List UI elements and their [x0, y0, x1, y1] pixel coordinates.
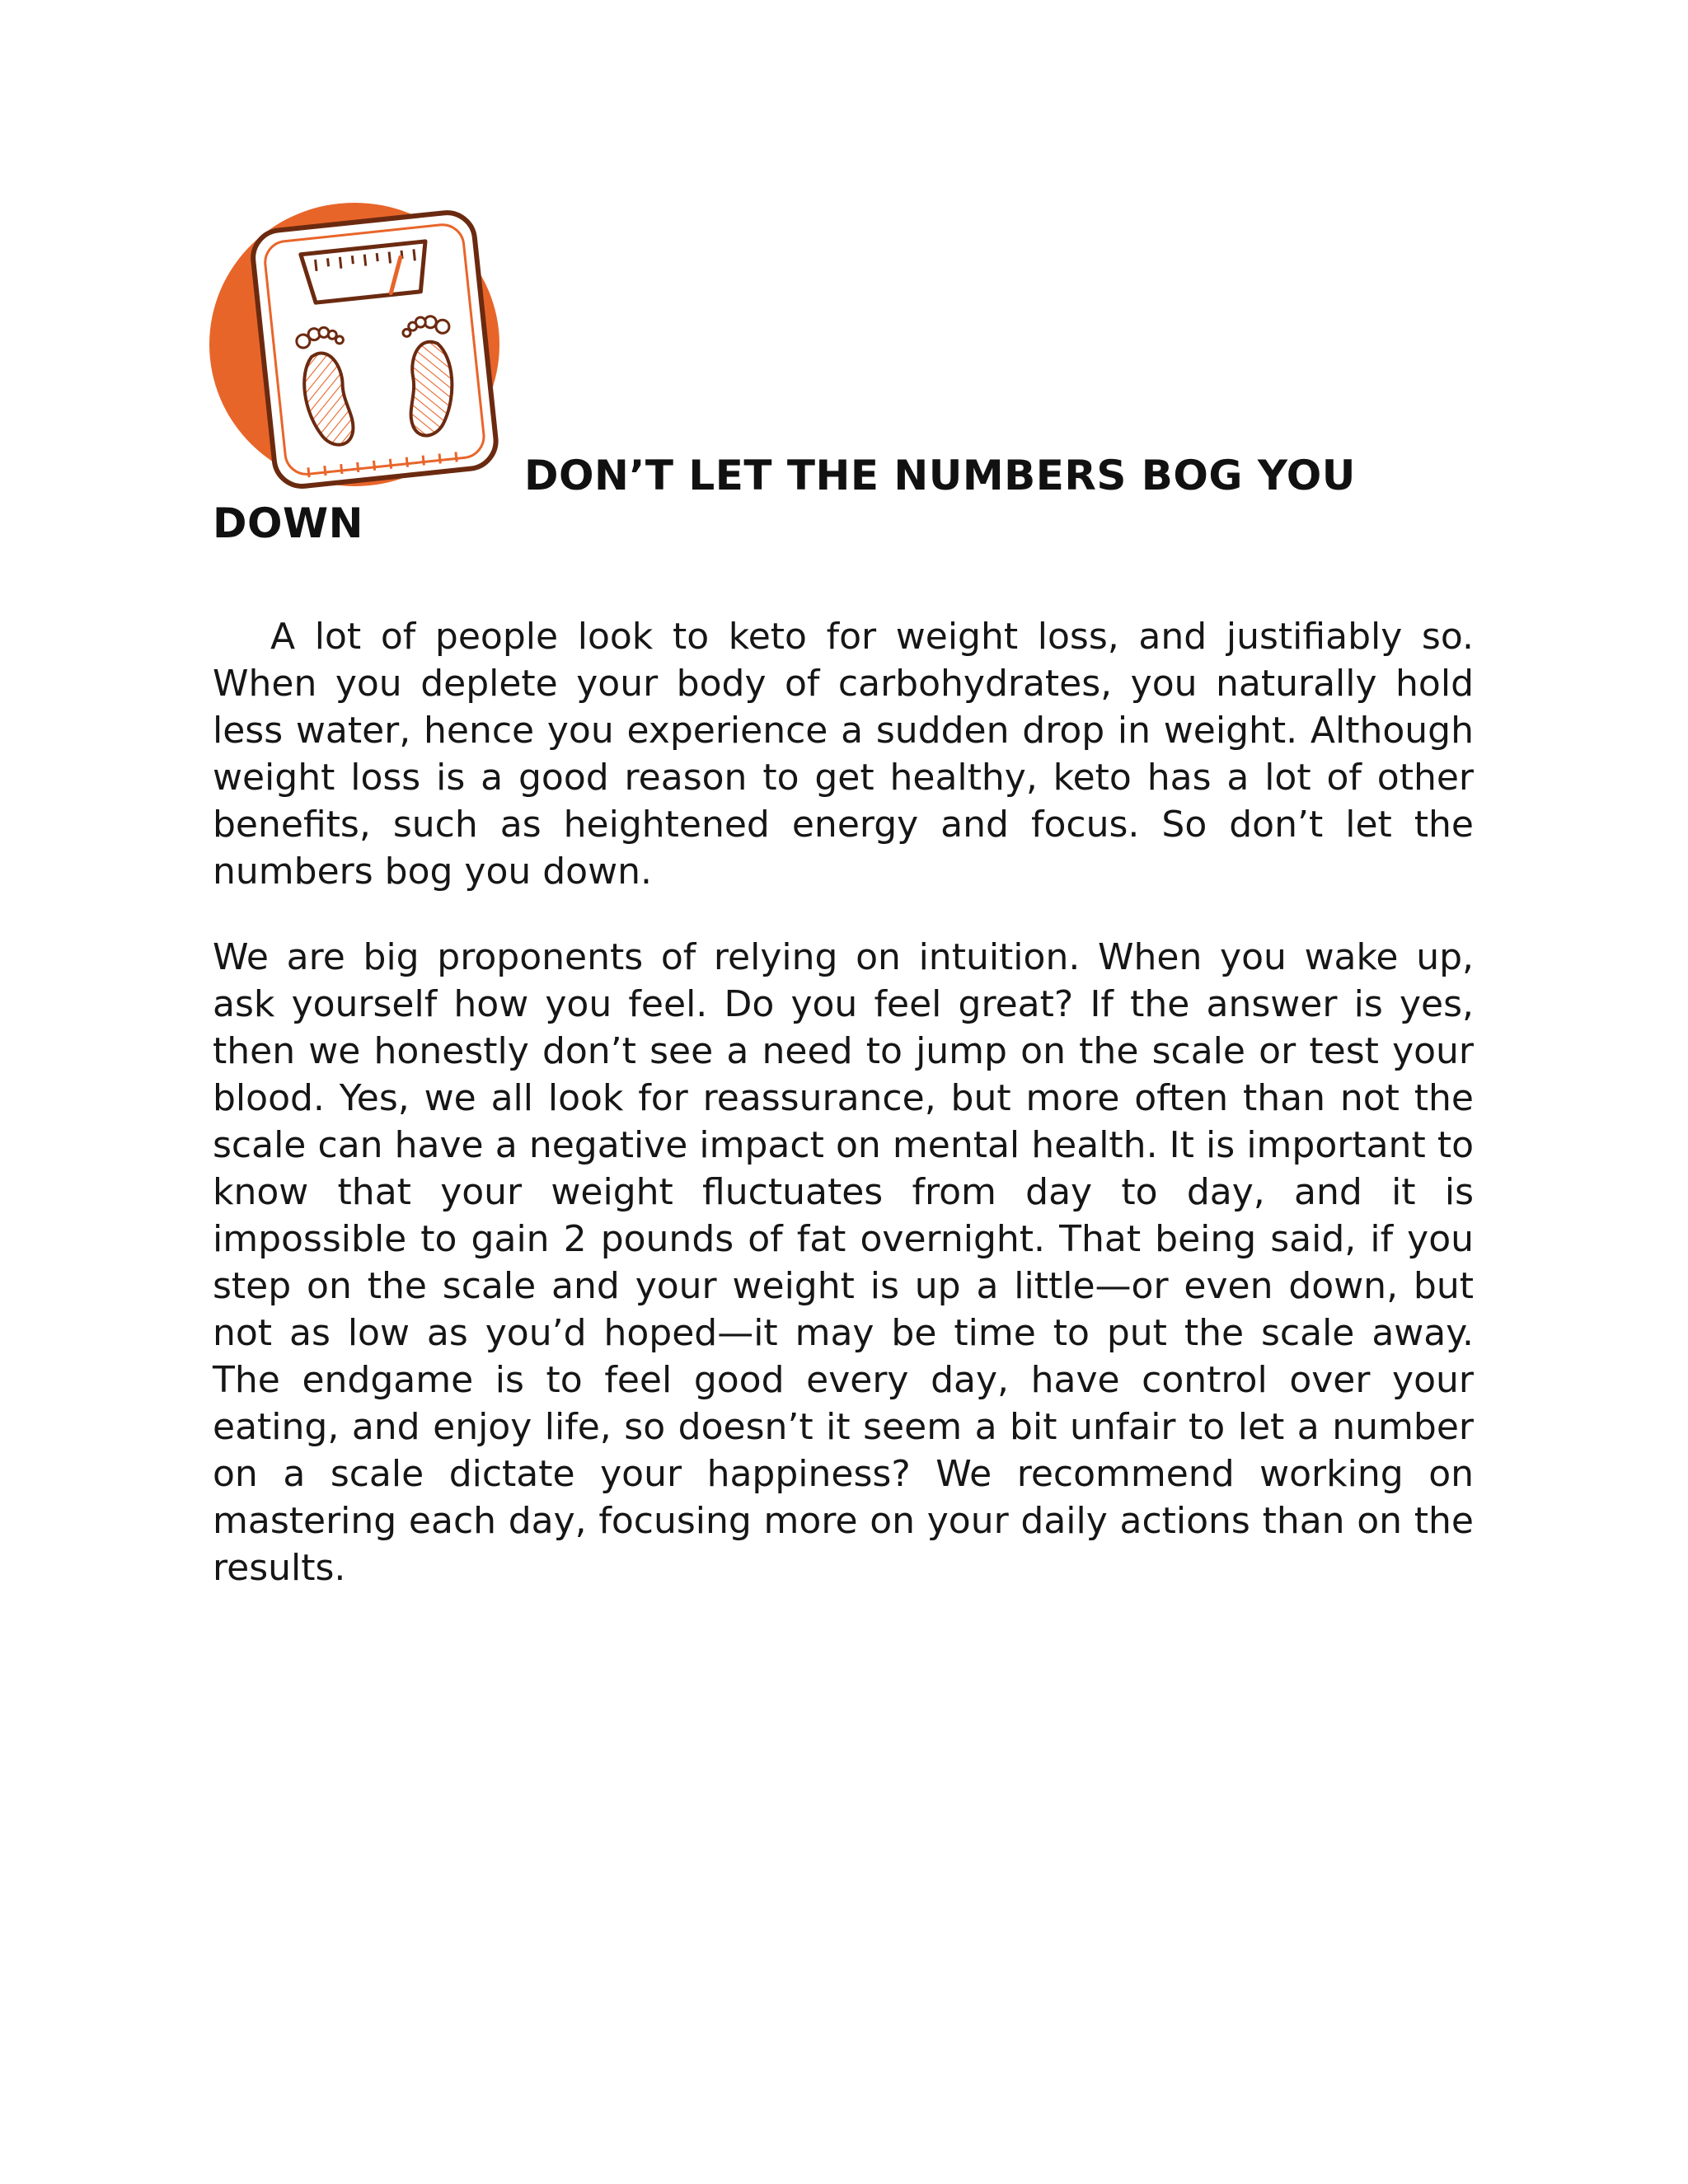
page-title — [213, 452, 1482, 547]
page-title-text: DON’T LET THE NUMBERS BOG YOU DOWN — [213, 452, 1356, 547]
paragraph-intuition: We are big proponents of relying on intuition. When you wake up, ask yourself how you feel. Do you feel great? If the answer is yes, then we honestly don’t see a need to jump on the scale or test your blood. Yes, we all look for reassurance, but more often than not the scale can have a negative impact on mental health. It is important to know that your weight fluctuates from day to day, and it is impossible to gain 2 pounds of fat overnight. That being said, if you step on the scale and your weight is up a little—or even down, but not as low as you’d hoped—it may be time to put the scale away. The endgame is to feel good every day, have control over your eating, and enjoy life, so doesn’t it seem a bit unfair to let a number on a scale dictate your happiness? We recommend working on mastering each day, focusing more on your daily actions than on the results. — [213, 936, 1474, 1589]
paragraph-intro: A lot of people look to keto for weight loss, and justifiably so. When you deplete your body of carbohydrates, you naturally hold less water, hence you experience a sudden drop in weight. Although weight loss is a good reason to get healthy, keto has a lot of other benefits, such as heightened energy and focus. So don’t let the numbers bog you down. — [213, 616, 1474, 893]
bathroom-scale-icon — [206, 198, 515, 494]
